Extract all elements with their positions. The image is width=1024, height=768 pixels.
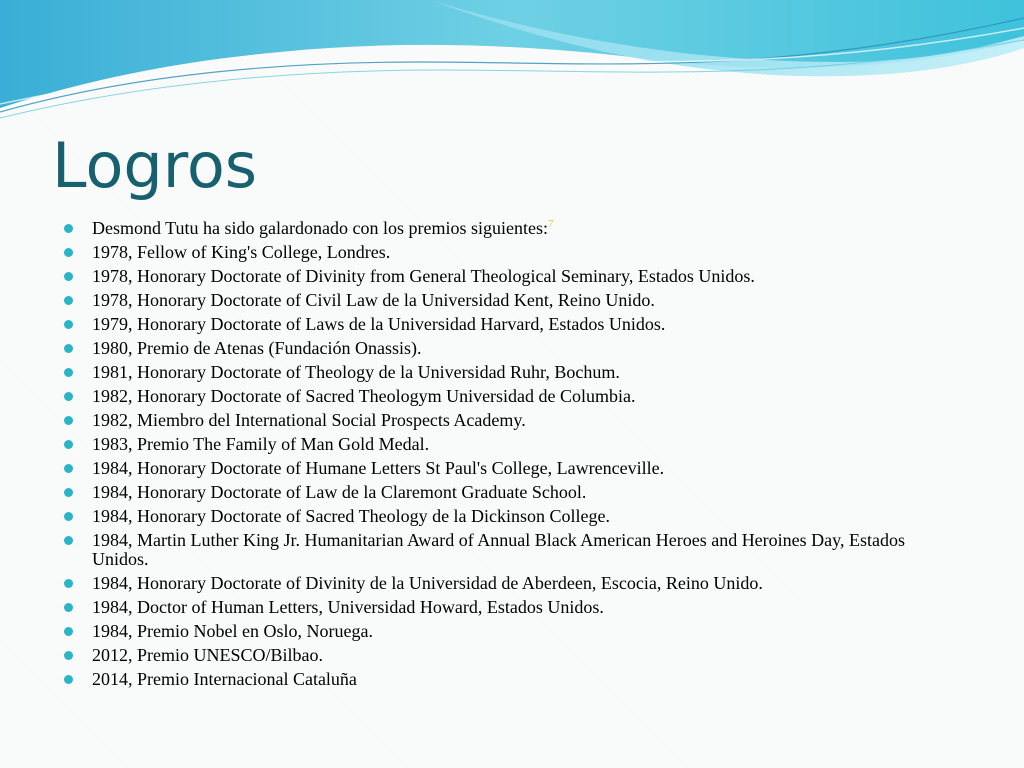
list-item-text: 1980, Premio de Atenas (Fundación Onassis). [92,338,422,358]
list-item [62,459,962,478]
bullet-icon [64,488,73,497]
list-item [62,531,962,569]
list-item [62,363,962,382]
bullet-icon [64,248,73,257]
list-item-text: 1984, Martin Luther King Jr. Humanitarian Award of Annual Black American Heroes and Heroines Day, Estados Unidos. [92,530,905,569]
list-item [62,243,962,262]
bullet-icon [64,344,73,353]
bullet-icon [64,512,73,521]
reference-link[interactable]: 7 [547,218,554,230]
list-item [62,483,962,502]
list-item-text: 1978, Honorary Doctorate of Divinity from General Theological Seminary, Estados Unidos. [92,266,755,286]
bullet-icon [64,368,73,377]
list-item-text: 2012, Premio UNESCO/Bilbao. [92,645,324,665]
bullet-icon [64,627,73,636]
list-item [62,411,962,430]
bullet-icon [64,296,73,305]
list-item-text: 1984, Doctor of Human Letters, Universidad Howard, Estados Unidos. [92,597,604,617]
bullet-icon [64,579,73,588]
bullet-icon [64,224,73,233]
bullet-icon [64,603,73,612]
bullet-icon [64,416,73,425]
list-item [62,507,962,526]
list-item-text: 1979, Honorary Doctorate of Laws de la Universidad Harvard, Estados Unidos. [92,314,666,334]
list-item [62,339,962,358]
list-item-text: 2014, Premio Internacional Cataluña [92,669,357,689]
list-item [62,646,962,665]
slide-title: Logros [52,129,258,202]
bullet-icon [64,464,73,473]
list-item-text: 1981, Honorary Doctorate of Theology de la Universidad Ruhr, Bochum. [92,362,620,382]
list-item-text: 1978, Fellow of King's College, Londres. [92,242,391,262]
bullet-icon [64,440,73,449]
list-item-text: 1984, Honorary Doctorate of Law de la Claremont Graduate School. [92,482,587,502]
list-item [62,267,962,286]
list-item-text: 1982, Miembro del International Social Prospects Academy. [92,410,526,430]
header-wave-decoration [0,0,1024,130]
bullet-icon [64,272,73,281]
bullet-icon [64,392,73,401]
list-item [62,598,962,617]
list-item [62,574,962,593]
awards-list [62,219,962,694]
list-item-text: 1982, Honorary Doctorate of Sacred Theologym Universidad de Columbia. [92,386,636,406]
list-item [62,315,962,334]
list-item-text: 1983, Premio The Family of Man Gold Medal. [92,434,430,454]
bullet-icon [64,651,73,660]
list-item-text: 1984, Honorary Doctorate of Divinity de la Universidad de Aberdeen, Escocia, Reino Unido. [92,573,763,593]
bullet-icon [64,675,73,684]
bullet-icon [64,536,73,545]
list-item-intro [62,219,962,238]
list-item [62,387,962,406]
list-item [62,670,962,689]
list-item-text: 1984, Premio Nobel en Oslo, Noruega. [92,621,373,641]
list-item [62,291,962,310]
list-item-text: 1984, Honorary Doctorate of Humane Letters St Paul's College, Lawrenceville. [92,458,665,478]
list-item [62,622,962,641]
list-item-text: 1978, Honorary Doctorate of Civil Law de la Universidad Kent, Reino Unido. [92,290,655,310]
list-item-text: 1984, Honorary Doctorate of Sacred Theology de la Dickinson College. [92,506,611,526]
bullet-icon [64,320,73,329]
intro-text: Desmond Tutu ha sido galardonado con los premios siguientes: [92,218,548,238]
list-item [62,435,962,454]
